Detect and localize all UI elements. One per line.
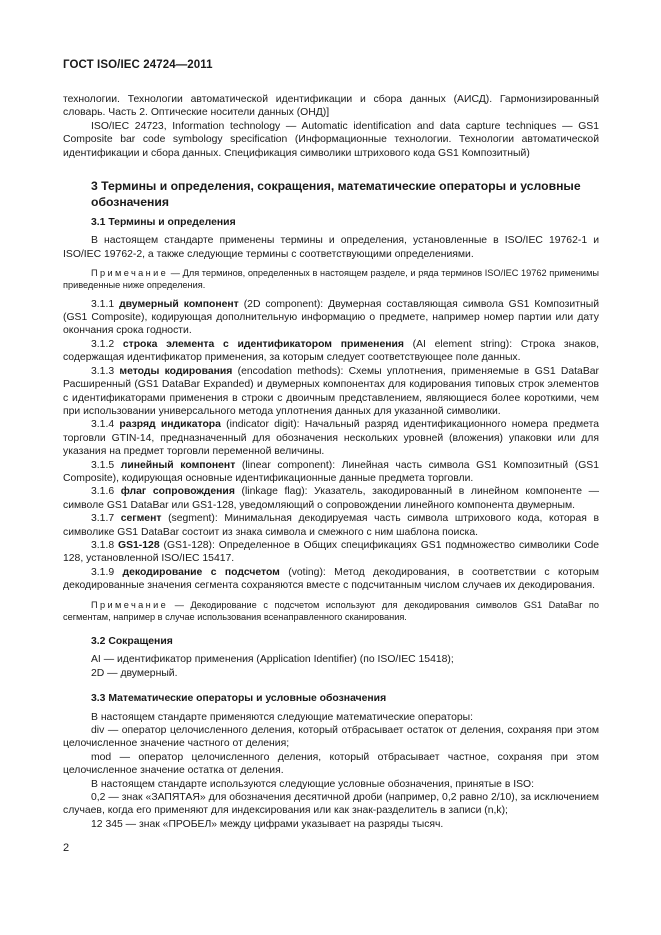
note-text: — Декодирование с подсчетом используют для декодирования символов GS1 DataBar по сегментам, например в случае использования всенаправленного сканирования.: [63, 599, 599, 622]
term-entry: 3.1.3 методы кодирования (encodation methods): Схемы уплотнения, применяемые в GS1 DataBar Расширенный (GS1 DataBar Expanded) и двумерных компонентах для кодирования типовых строк элементов с идентификаторами применения в строки с двоичным представлением, являющиеся более короткими, чем при использовании универсального метода уплотнения данных для указанной символики.: [63, 365, 599, 417]
operator-mod: mod — оператор целочисленного деления, который отбрасывает частное, сохраняя при этом целочисленное значение остатка от деления.: [63, 751, 599, 777]
note-voting: [63, 599, 599, 623]
note-terms: [63, 267, 599, 291]
term-entry: 3.1.5 линейный компонент (linear component): Линейная часть символа GS1 Композитный (GS1 Composite), кодирующая основные идентификационные данные предмета торговли.: [63, 459, 599, 484]
term-entry: 3.1.1 двумерный компонент (2D component): Двумерная составляющая символа GS1 Композитный (GS1 Composite), кодирующая дополнительную информацию о предмете, например номер партии или дату окончания срока годности.: [63, 298, 600, 337]
section-title: 3 Термины и определения, сокращения, математические операторы и условные обозначения: [91, 179, 581, 209]
term-entry: 3.1.2 строка элемента с идентификатором применения (AI element string): Строка знаков, содержащая идентификатор применения, за которым следует соответствующее поле данных.: [63, 338, 599, 364]
symbol-item: 12 345 — знак «ПРОБЕЛ» между цифрами указывает на разряды тысяч.: [91, 818, 444, 830]
abbreviation-item: 2D — двумерный.: [91, 667, 178, 679]
term-entry: 3.1.7 сегмент (segment): Минимальная декодируемая часть символа штрихового кода, которая в символике GS1 DataBar состоит из знака символа и смежного с ним шаблона поиска.: [63, 513, 600, 538]
term-name: сегмент: [120, 513, 162, 525]
note-label: Примечание: [91, 599, 169, 610]
document-body: [63, 93, 599, 831]
term-name: декодирование с подсчетом: [122, 566, 280, 578]
terms-intro: В настоящем стандарте применены термины и определения, установленные в ISO/IEC 19762-1 и ISO/IEC 19762-2, а также следующие термины с соответствующими определениями.: [63, 235, 599, 260]
term-entry: 3.1.6 флаг сопровождения (linkage flag): Указатель, закодированный в линейном компоненте — символе GS1 DataBar или GS1-128, уведомляющий о сопровождении линейного компонента двумерным.: [63, 486, 600, 511]
term-name: линейный компонент: [120, 459, 236, 471]
note-text: — Для терминов, определенных в настоящем разделе, и ряда терминов ISO/IEC 19762 применимы приведенные ниже определения.: [63, 268, 599, 291]
reference-paragraph: ISO/IEC 24723, Information technology — Automatic identification and data capture techniques — GS1 Composite bar code symbology specification (Информационные технологии. Технологии автоматической идентификации и сбора данных. Спецификация символики штрихового кода GS1 Композитный): [63, 120, 599, 159]
symbols-intro: В настоящем стандарте используются следующие условные обозначения, принятые в ISO:: [91, 778, 535, 790]
term-name: флаг сопровождения: [120, 486, 235, 498]
term-name: методы кодирования: [119, 365, 233, 377]
operator-div: div — оператор целочисленного деления, который отбрасывает остаток от деления, сохраняя при этом целочисленное значение частного от деления;: [63, 725, 599, 750]
term-entry: 3.1.9 декодирование с подсчетом (voting): Метод декодирования, в соответствии с которым декодированные значения сегмента сохраняются вместе с подсчитанным числом случаев их декодирования.: [63, 566, 600, 592]
subsection-title-terms: 3.1 Термины и определения: [91, 217, 236, 229]
symbol-item: 0,2 — знак «ЗАПЯТАЯ» для обозначения десятичной дроби (например, 0,2 равно 2/10), за исключением случаев, когда его применяют для индексирования или как знак-разделитель в записи (n,k);: [63, 792, 599, 817]
document-header: ГОСТ ISO/IEC 24724—2011: [63, 59, 213, 71]
term-entry: 3.1.8 GS1-128 (GS1-128): Определенное в Общих спецификациях GS1 подмножество символики Code 128, установленной ISO/IEC 15417.: [63, 539, 600, 565]
subsection-title-abbreviations: 3.2 Сокращения: [91, 636, 173, 647]
subsection-title-operators: 3.3 Математические операторы и условные обозначения: [91, 693, 387, 705]
note-label: Примечание: [91, 268, 169, 279]
operators-intro: В настоящем стандарте применяются следующие математические операторы:: [91, 711, 474, 723]
term-name: двумерный компонент: [119, 298, 239, 310]
abbreviation-item: AI — идентификатор применения (Application Identifier) (по ISO/IEC 15418);: [91, 654, 454, 666]
term-name: строка элемента с идентификатором применения: [122, 338, 404, 350]
page-number: 2: [63, 842, 70, 854]
term-name: разряд индикатора: [119, 419, 221, 431]
intro-paragraph: технологии. Технологии автоматической идентификации и сбора данных (АИСД). Гармонизированный словарь. Часть 2. Оптические носители данных (ОНД)]: [63, 94, 599, 119]
term-name: GS1-128: [118, 539, 160, 551]
term-entry: 3.1.4 разряд индикатора (indicator digit): Начальный разряд идентификационного номера предмета торговли GTIN-14, предназначенный для обозначения нескольких уровней (вложения) упаковки или для указания на предмет торговли переменной величины.: [63, 419, 600, 458]
